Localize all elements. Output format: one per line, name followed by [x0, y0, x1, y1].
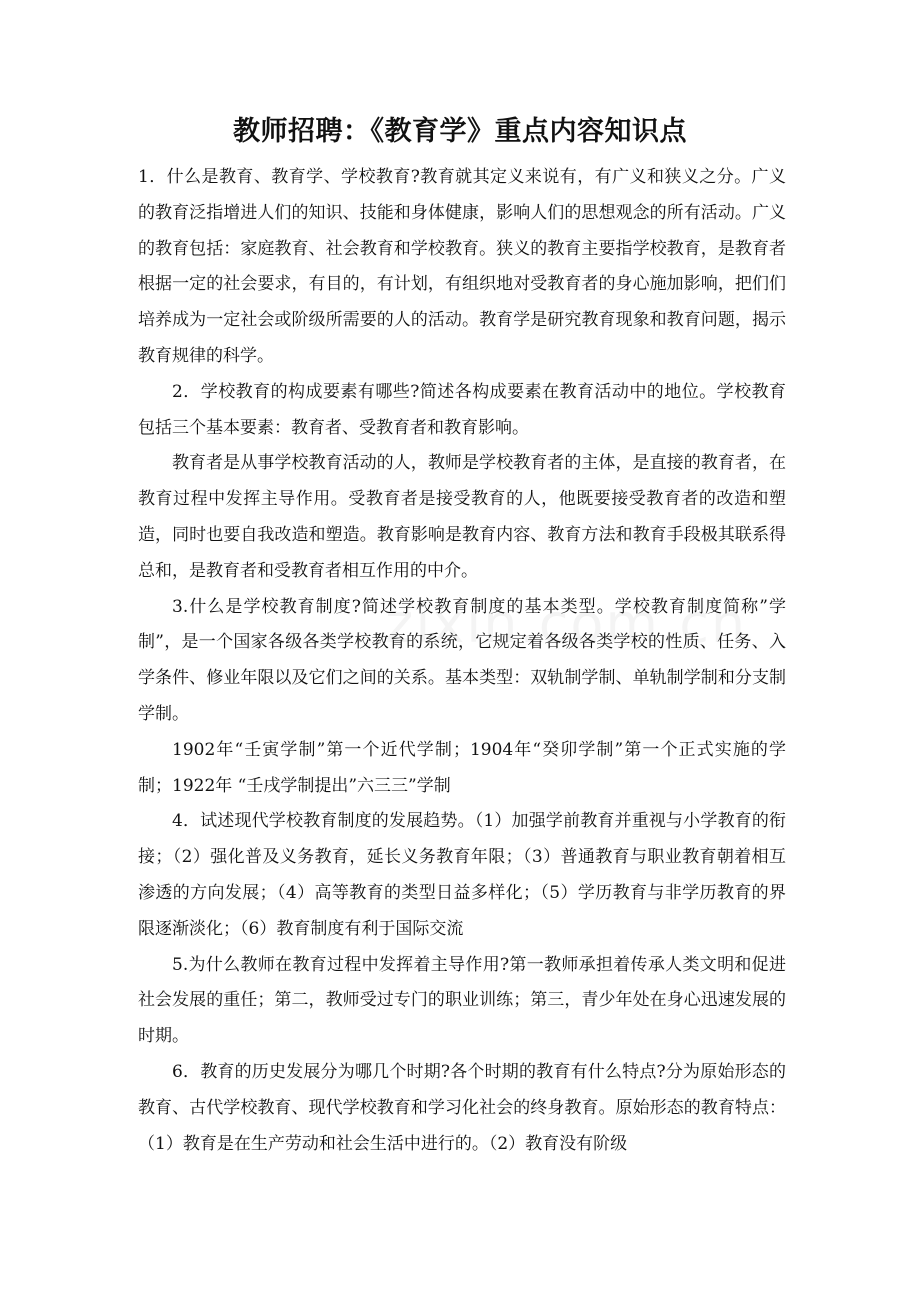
paragraph-6: 4．试述现代学校教育制度的发展趋势。（1）加强学前教育并重视与小学教育的衔接；（2）强化普及义务教育，延长义务教育年限；（3）普通教育与职业教育朝着相互渗透的方向发展；（4）高等教育的类型日益多样化；（5）学历教育与非学历教育的界限逐渐淡化；（6）教育制度有利于国际交流: [138, 811, 786, 939]
paragraph-7: 5.为什么教师在教育过程中发挥着主导作用?第一教师承担着传承人类文明和促进社会发展的重任；第二，教师受过专门的职业训练；第三，青少年处在身心迅速发展的时期。: [138, 954, 786, 1047]
document-body: [138, 160, 786, 1162]
paragraph-1: 1．什么是教育、教育学、学校教育?教育就其定义来说有，有广义和狭义之分。广义的教育泛指增进人们的知识、技能和身体健康，影响人们的思想观念的所有活动。广义的教育包括：家庭教育、社会教育和学校教育。狭义的教育主要指学校教育，是教育者根据一定的社会要求，有目的，有计划，有组织地对受教育者的身心施加影响，把们们培养成为一定社会或阶级所需要的人的活动。教育学是研究教育现象和教育问题，揭示教育规律的科学。: [138, 167, 786, 366]
paragraph-4: 3.什么是学校教育制度?简述学校教育制度的基本类型。学校教育制度简称”学制”，是一个国家各级各类学校教育的系统，它规定着各级各类学校的性质、任务、入学条件、修业年限以及它们之间的关系。基本类型：双轨制学制、单轨制学制和分支制学制。: [138, 596, 786, 724]
paragraph-8: 6．教育的历史发展分为哪几个时期?各个时期的教育有什么特点?分为原始形态的教育、古代学校教育、现代学校教育和学习化社会的终身教育。原始形态的教育特点：（1）教育是在生产劳动和社会生活中进行的。（2）教育没有阶级: [138, 1061, 786, 1154]
document-title: 教师招聘：《教育学》重点内容知识点: [233, 116, 687, 147]
paragraph-2: 2．学校教育的构成要素有哪些?简述各构成要素在教育活动中的地位。学校教育包括三个基本要素：教育者、受教育者和教育影响。: [138, 381, 786, 438]
paragraph-5: 1902年“壬寅学制”第一个近代学制；1904年“癸卯学制”第一个正式实施的学制；1922年 “壬戌学制提出”六三三”学制: [138, 739, 786, 796]
paragraph-3: 教育者是从事学校教育活动的人，教师是学校教育者的主体，是直接的教育者，在教育过程中发挥主导作用。受教育者是接受教育的人，他既要接受教育者的改造和塑造，同时也要自我改造和塑造。教育影响是教育内容、教育方法和教育手段极其联系得总和，是教育者和受教育者相互作用的中介。: [138, 453, 786, 581]
